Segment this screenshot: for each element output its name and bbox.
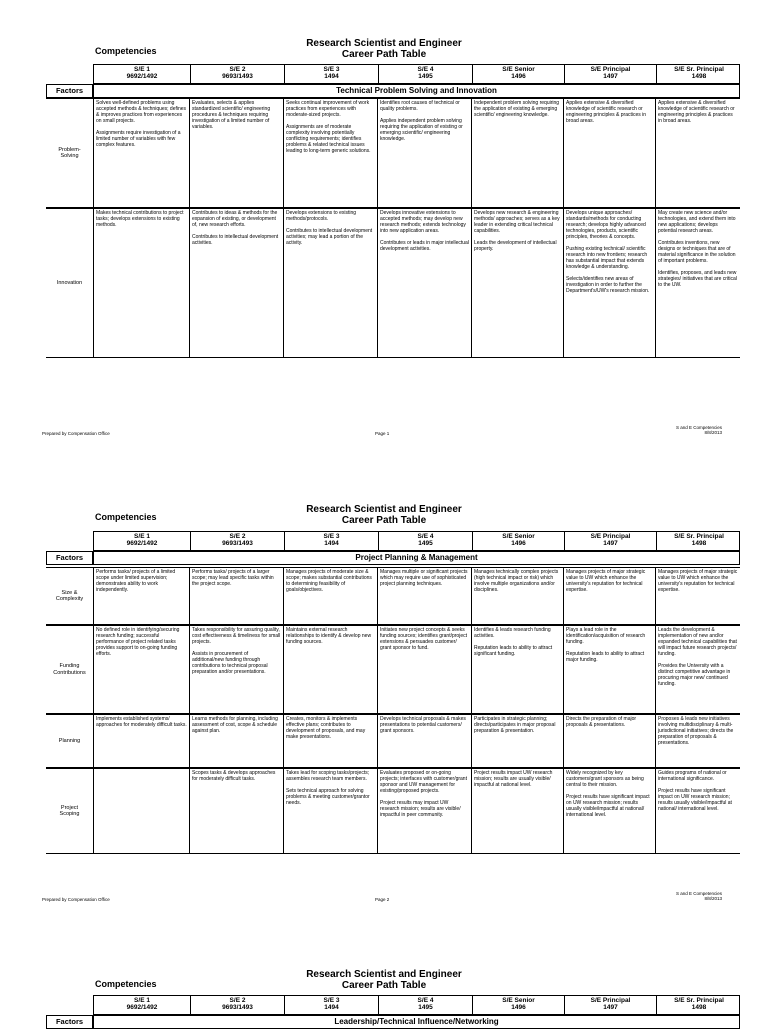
factors-label: Factors	[46, 1015, 93, 1029]
title-line1: Research Scientist and Engineer	[306, 504, 462, 515]
factor-label: Project Scoping	[59, 804, 80, 817]
factor-label: Problem- Solving	[58, 146, 81, 159]
level-title: S/E Principal	[590, 997, 631, 1004]
competency-text: Evaluates proposed or on-going projects; interfaces with customer/grant sponsor and UW management for existing/proposed projects.	[380, 770, 467, 794]
competency-text: Manages multiple or significant projects which may require use of sophisticated project planning techniques.	[380, 569, 468, 587]
competency-text: Project results may impact UW research mission; results are visible/ impactful in peer community.	[380, 800, 461, 818]
footer-left: Prepared by Compensation Office	[42, 897, 110, 902]
competency-text: Takes lead for scoping tasks/projects; assembles research team members.	[286, 770, 370, 782]
competency-text: Assignments are of moderate complexity involving potentially conflicting requirements; identifies problems & related technical issues leading to long-term generic solutions.	[286, 124, 371, 154]
competency-text: Project results impact UW research mission; results are usually visible/ impactful at national level.	[474, 770, 553, 788]
competency-text: Manages technically complex projects (high technical impact or risk) which involve multiple organizations and/or disciplines.	[474, 569, 559, 593]
level-title: S/E 1	[134, 997, 150, 1004]
competency-text: Contributes to ideas & methods for the expansion of existing, or development of, new research efforts.	[192, 210, 278, 228]
level-code: 1498	[691, 540, 707, 547]
competencies-label: Competencies	[95, 46, 157, 56]
competency-text: Provides the University with a distinct competitive advantage in procuring major new/ continued funding.	[658, 663, 731, 687]
level-title: S/E 1	[134, 533, 150, 540]
level-title: S/E 3	[323, 66, 340, 73]
competency-text: Develops unique approaches/ standards/methods for conducting research; develops highly advanced technologies, products, scientific principles, theories & concepts.	[566, 210, 646, 240]
competency-text: Widely recognized by key customers/grant sponsors as being central to their mission.	[566, 770, 644, 788]
competency-text: Plays a lead role in the identification/acquisition of research funding.	[566, 627, 646, 645]
competency-text: Identifies root causes of technical or quality problems.	[380, 100, 460, 112]
section-title: Leadership/Technical Influence/Networking	[93, 1015, 740, 1029]
competency-text: Guides programs of national or international significance.	[658, 770, 727, 782]
level-title: S/E 4	[417, 997, 434, 1004]
title-line1: Research Scientist and Engineer	[306, 38, 462, 49]
competency-text: Performs tasks/ projects of a larger scope; may lead specific tasks within the project scope.	[192, 569, 274, 587]
competency-text: Evaluates, selects & applies standardized scientific/ engineering procedures & techniques requiring investigation of a limited number of variables.	[192, 100, 271, 130]
footer-doc-name: S and E Competencies	[675, 891, 722, 896]
level-code: 9693/1493	[222, 73, 253, 80]
level-header	[94, 996, 190, 1014]
competency-text: Scopes tasks & develops approaches for moderately difficult tasks.	[192, 770, 276, 782]
level-title: S/E 3	[323, 997, 340, 1004]
competency-text: Reputation leads to ability to attract major funding.	[566, 651, 645, 663]
competency-text: Leads the development of intellectual property.	[474, 240, 557, 252]
competency-text: Solves well-defined problems using accepted methods & techniques; defines & improves practices from experiences on small projects.	[96, 100, 187, 124]
competency-text: Assists in procurement of additional/new funding through contributions to technical proposal preparation and/or presentations.	[192, 651, 268, 675]
level-title: S/E Senior	[502, 533, 535, 540]
level-code: 1494	[324, 1004, 339, 1011]
level-code: 1495	[418, 1004, 433, 1011]
competency-text: Develops extensions to existing methods/protocols.	[286, 210, 357, 222]
level-header	[284, 996, 378, 1014]
footer-doc-name: S and E Competencies	[675, 425, 722, 430]
competencies-label: Competencies	[95, 979, 157, 989]
footer-date: 8/8/2013	[704, 430, 722, 435]
level-code: 1497	[603, 73, 618, 80]
competency-text: May create new science and/or technologies, and extend them into new applications; develops potential research areas.	[658, 210, 736, 234]
level-title: S/E 2	[229, 997, 246, 1004]
level-code: 1495	[418, 73, 433, 80]
level-code: 1498	[691, 73, 707, 80]
competency-text: Participates in strategic planning; directs/participates in major proposal preparation & presentation.	[474, 716, 556, 734]
competency-text: Identifies, proposes, and leads new strategies/ initiatives that are critical to the UW.	[658, 270, 737, 288]
level-title: S/E Sr. Principal	[674, 533, 724, 540]
competency-text: Learns methods for planning, including assessment of cost, scope & schedule against plan.	[192, 716, 278, 734]
footer-left: Prepared by Compensation Office	[42, 431, 110, 436]
competency-text: Applies extensive & diversified knowledge of scientific research or engineering principles & practices in broad areas.	[566, 100, 647, 124]
competencies-label: Competencies	[95, 512, 157, 522]
competency-text: Applies extensive & diversified knowledge of scientific research or engineering principles & practices in broad areas.	[658, 100, 735, 124]
competency-text: Makes technical contributions to project tasks; develops extensions to existing methods.	[96, 210, 184, 228]
level-code: 9692/1492	[126, 73, 158, 80]
title-line2: Career Path Table	[341, 49, 427, 60]
level-code: 1494	[324, 73, 339, 80]
level-header-row	[93, 995, 740, 1015]
level-header	[564, 996, 656, 1014]
level-title: S/E 3	[323, 533, 340, 540]
competency-text: Contributes to intellectual development activities.	[192, 234, 279, 246]
competency-text: Applies independent problem solving requiring the application of existing or emerging scientific/ engineering knowledge.	[380, 118, 463, 142]
level-title: S/E 4	[417, 66, 434, 73]
factor-label: Size & Complexity	[55, 589, 84, 602]
factor-label: Funding Contributions	[53, 663, 86, 676]
level-code: 9692/1492	[126, 1004, 158, 1011]
page-number: Page 1	[375, 431, 390, 436]
level-code: 9692/1492	[126, 540, 158, 547]
level-title: S/E 2	[229, 66, 246, 73]
factor-label: Planning	[58, 737, 81, 744]
competency-text: Seeks continual improvement of work practices from experiences with moderate-sized projects.	[286, 100, 370, 118]
competency-text: Contributes inventions, new designs or techniques that are of material significance in the solution of important problems.	[658, 240, 736, 264]
competency-text: Manages projects of moderate size & scope; makes substantial contributions to determining feasibility of goals/objectives.	[286, 569, 372, 593]
competency-text: Leads the development & implementation of new and/or expanded technical capabilities that will impact future research projects/ funding.	[658, 627, 737, 657]
competency-text: Manages projects of major strategic value to UW which enhance the university's reputation for technical expertise.	[658, 569, 738, 593]
level-title: S/E 4	[417, 533, 434, 540]
footer-date: 8/8/2013	[704, 896, 722, 901]
level-code: 1496	[511, 1004, 526, 1011]
level-title: S/E Principal	[590, 533, 631, 540]
competency-text: Selects/identifies new areas of investigation in order to further the Department's/UW's research mission.	[566, 276, 650, 294]
competency-text: No defined role in identifying/securing research funding; successful performance of project related tasks provides support to on-going funding efforts.	[96, 627, 180, 657]
competency-text: Contributes to intellectual development activities; may lead a portion of the activity.	[286, 228, 373, 246]
page-number: Page 2	[375, 897, 390, 902]
level-title: S/E Senior	[502, 997, 535, 1004]
factors-label: Factors	[46, 551, 93, 565]
level-header	[656, 996, 741, 1014]
level-code: 1495	[418, 540, 433, 547]
competency-text: Develops technical proposals & makes presentations to potential customers/ grant sponsors.	[380, 716, 466, 734]
level-title: S/E Senior	[502, 66, 535, 73]
competency-text: Sets technical approach for solving problems & meeting customer/grantor needs.	[286, 788, 370, 806]
level-code: 1497	[603, 1004, 618, 1011]
competency-text: Develops innovative extensions to accepted methods; may develop new research methods; extends technology into new application areas.	[380, 210, 466, 234]
level-title: S/E 1	[134, 66, 150, 73]
level-code: 1496	[511, 73, 526, 80]
competency-text: Manages projects of major strategic value to UW which enhance the university's reputation for technical expertise.	[566, 569, 646, 593]
title-line2: Career Path Table	[341, 515, 427, 526]
competency-text: Project results have significant impact on UW research mission; results usually visible/impactful at national/ international level.	[658, 788, 732, 812]
competency-text: Project results have significant impact on UW research mission; results usually visible/impactful at national/ international level.	[566, 794, 650, 818]
competency-text: Creates, monitors & implements effective plans; contributes to development of proposals, and may make presentations.	[286, 716, 366, 740]
competency-text: Develops new research & engineering methods/ approaches; serves as a key leader in extending critical technical capabilities.	[474, 210, 560, 234]
competency-text: Takes responsibility for assuring quality, cost effectiveness & timeliness for small projects.	[192, 627, 281, 645]
level-code: 1494	[324, 540, 339, 547]
level-code: 1497	[603, 540, 618, 547]
level-code: 1496	[511, 540, 526, 547]
section-title: Technical Problem Solving and Innovation	[93, 84, 740, 98]
competency-text: Contributes or leads in major intellectual development activities.	[380, 240, 469, 252]
level-title: S/E 2	[229, 533, 246, 540]
competency-text: Proposes & leads new initiatives involving multidisciplinary & multi-jurisdictional initiatives; directs the preparation of proposals & presentations.	[658, 716, 734, 746]
factors-label: Factors	[46, 84, 93, 98]
competency-text: Implements established systems/ approaches for moderately difficult tasks.	[96, 716, 187, 728]
section-title: Project Planning & Management	[93, 551, 740, 565]
title-line2: Career Path Table	[341, 980, 427, 991]
competency-text: Initiates new project concepts & seeks funding sources; identifies grant/project extensions & persuades customer/ grant sponsor to fund.	[380, 627, 467, 651]
level-header	[378, 996, 472, 1014]
level-title: S/E Sr. Principal	[674, 997, 724, 1004]
level-header	[472, 996, 564, 1014]
competency-text: Directs the preparation of major proposals & presentations.	[566, 716, 637, 728]
competency-text: Pushing existing technical/ scientific research into new frontiers; research has substantial impact that extends knowledge & understanding.	[566, 246, 648, 270]
level-header	[190, 996, 284, 1014]
level-code: 1498	[691, 1004, 707, 1011]
title-line1: Research Scientist and Engineer	[306, 969, 462, 980]
level-title: S/E Principal	[590, 66, 631, 73]
competency-text: Performs tasks/ projects of a limited scope under limited supervision; demonstrates ability to work independently.	[96, 569, 176, 593]
competency-text: Maintains external research relationships to identify & develop new funding sources.	[286, 627, 372, 645]
competency-text: Identifies & leads research funding activities.	[474, 627, 551, 639]
competency-text: Independent problem solving requiring the application of existing & emerging scientific/ engineering knowledge.	[474, 100, 560, 118]
level-title: S/E Sr. Principal	[674, 66, 724, 73]
level-code: 9693/1493	[222, 540, 253, 547]
level-code: 9693/1493	[222, 1004, 253, 1011]
competency-text: Reputation leads to ability to attract significant funding.	[474, 645, 553, 657]
competency-text: Assignments require investigation of a limited number of variables with few complex features.	[96, 130, 181, 148]
factor-label: Innovation	[56, 279, 83, 286]
